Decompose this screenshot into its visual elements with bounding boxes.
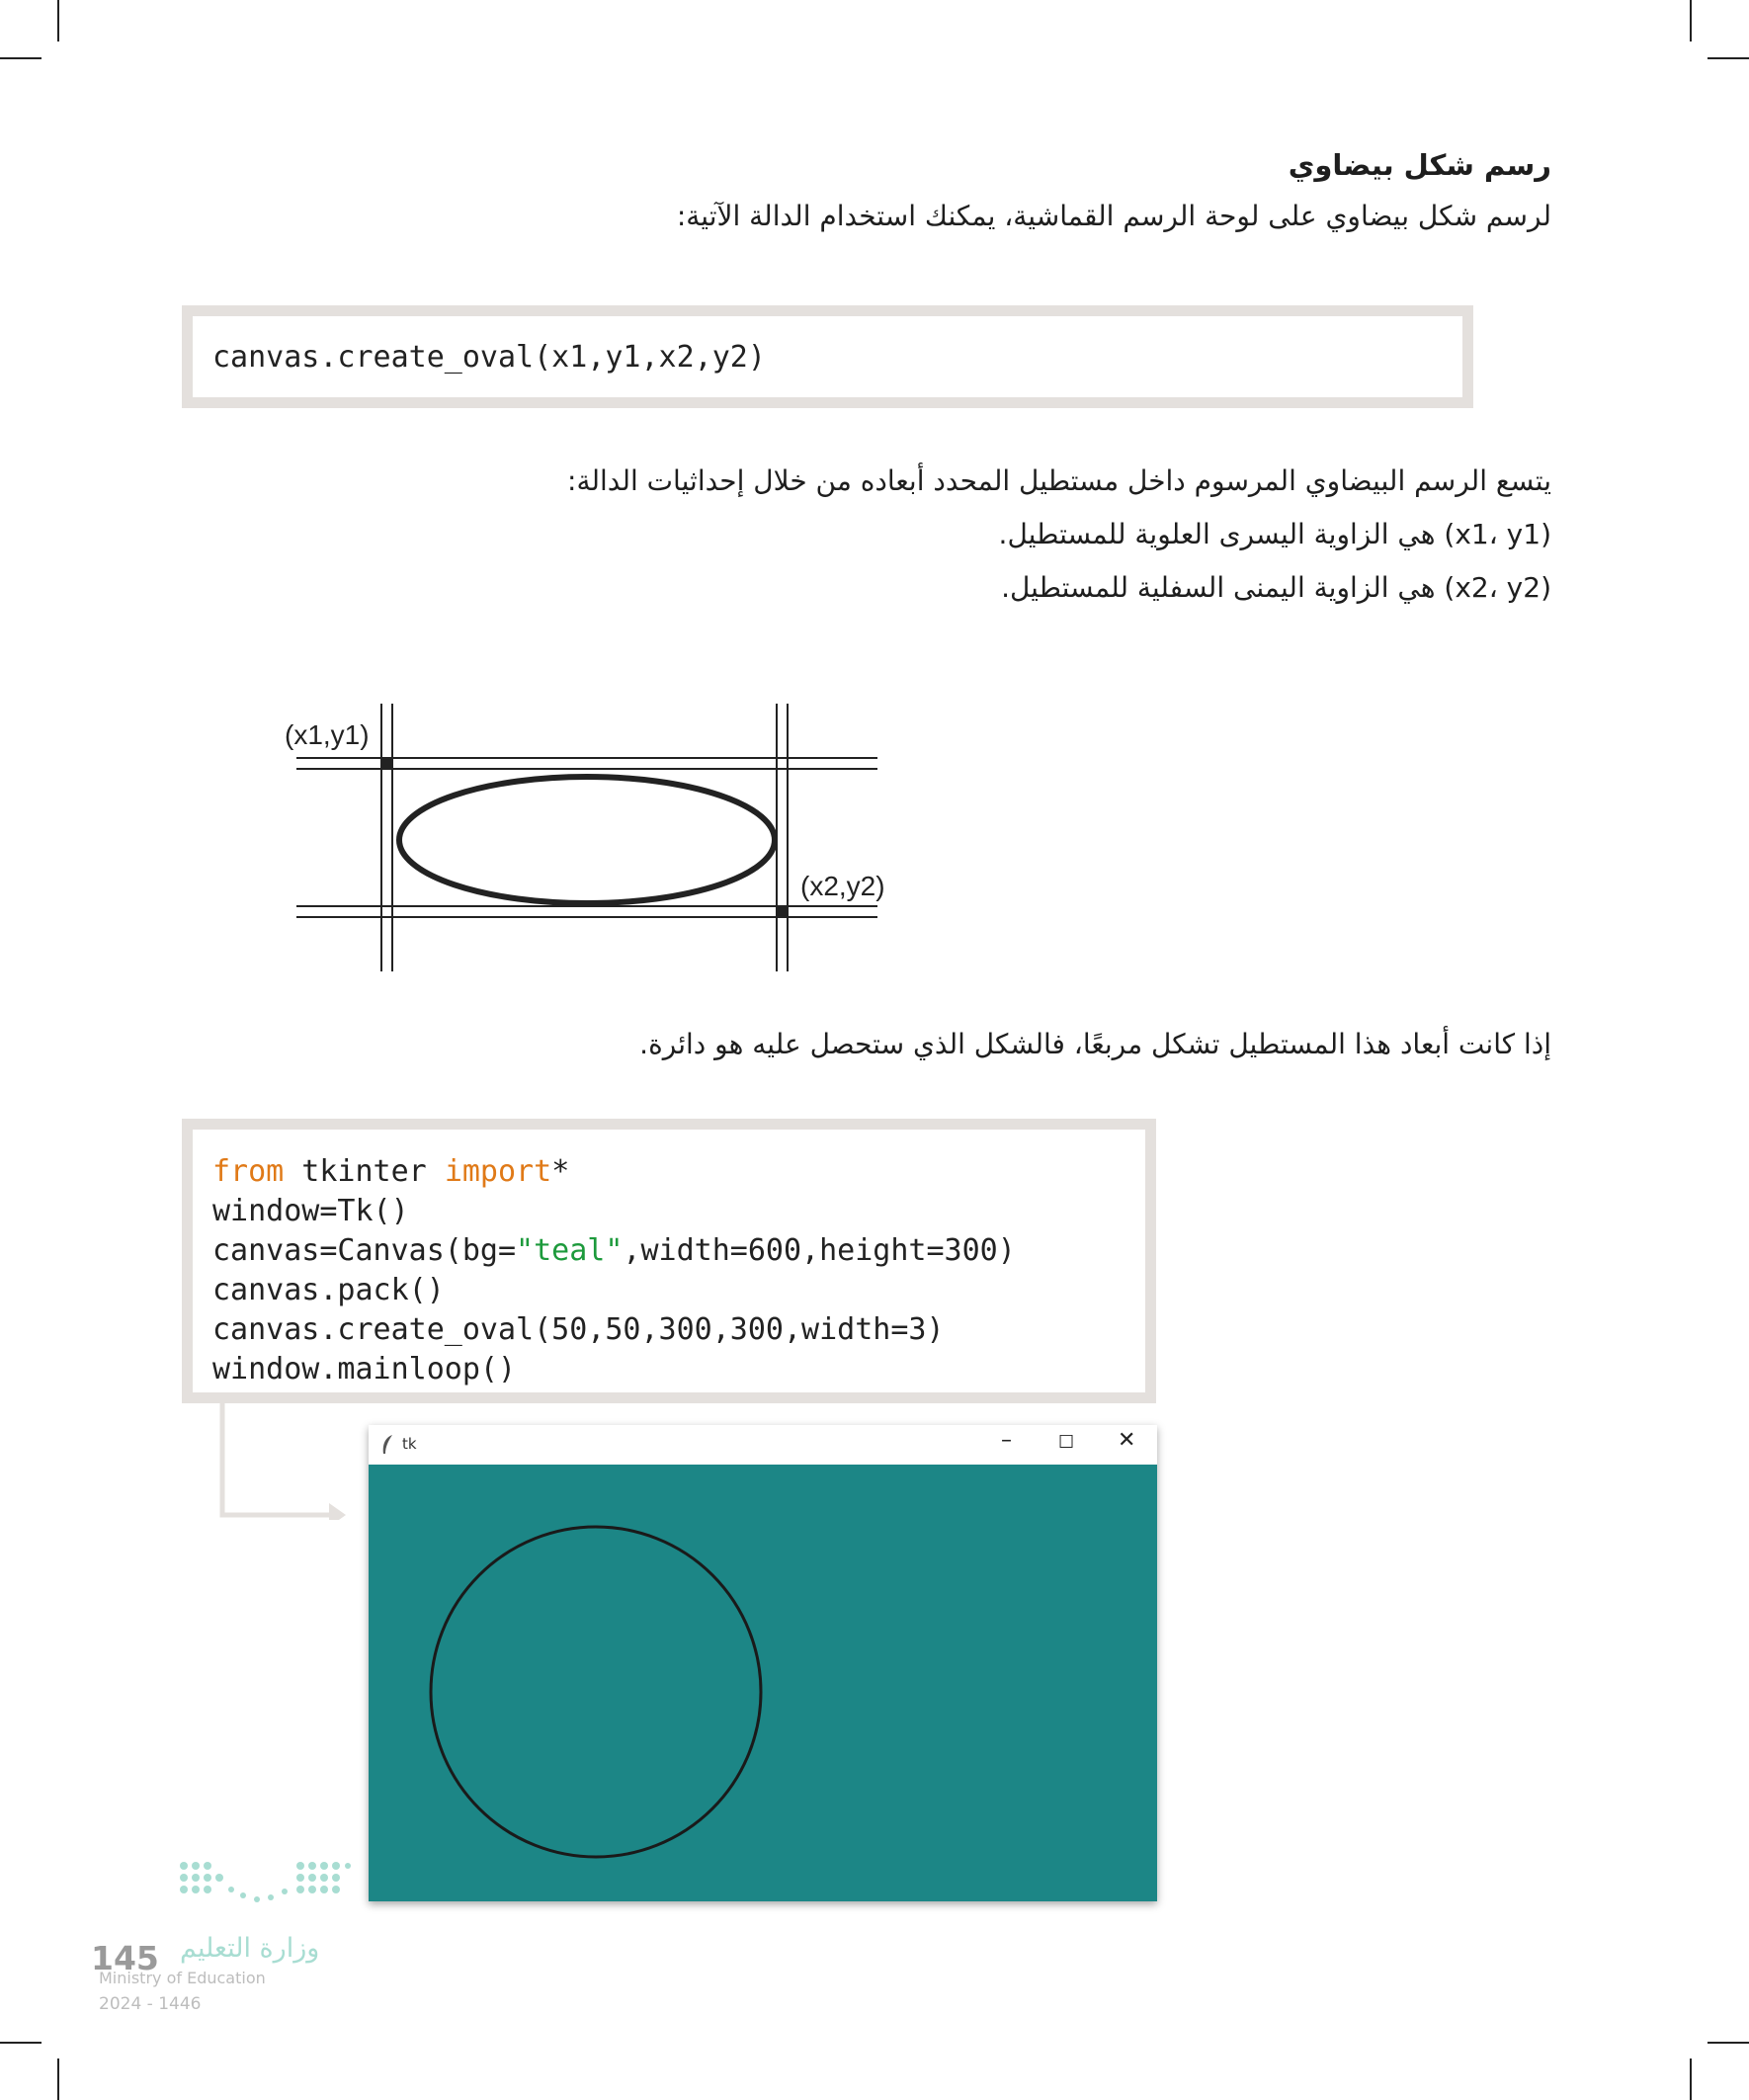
corner-point-bottom-right <box>777 906 788 917</box>
code-line: canvas=Canvas(bg="teal",width=600,height=300) <box>212 1233 1016 1268</box>
code-line: from tkinter import* <box>212 1154 570 1189</box>
crop-mark <box>1690 2058 1692 2100</box>
minimize-button[interactable]: – <box>1001 1428 1012 1453</box>
label-top-left: (x1,y1) <box>285 719 370 750</box>
oval-shape <box>399 777 775 903</box>
tk-canvas[interactable] <box>369 1465 1157 1901</box>
corner-point-top-left <box>381 758 392 769</box>
crop-mark <box>57 2058 59 2100</box>
feather-icon <box>380 1434 396 1456</box>
tk-window <box>369 1425 1157 1901</box>
oval-bounding-box-diagram <box>277 692 909 978</box>
code-line: canvas.create_oval(50,50,300,300,width=3) <box>212 1312 945 1347</box>
maximize-button[interactable]: ☐ <box>1058 1432 1075 1453</box>
code-block-create-oval <box>182 305 1473 408</box>
label-bottom-right: (x2,y2) <box>800 871 885 901</box>
output-arrow <box>212 1401 351 1520</box>
page-number: 145 <box>91 1939 159 1977</box>
code-line: canvas.create_oval(x1,y1,x2,y2) <box>212 340 766 375</box>
point-a-description: (x1، y1) هي الزاوية اليسرى العلوية للمستطيل. <box>998 518 1551 550</box>
point-b-description: (x2، y2) هي الزاوية اليمنى السفلية للمستطيل. <box>1001 571 1551 604</box>
oval-circle <box>431 1527 761 1857</box>
crop-mark <box>1690 0 1692 42</box>
crop-mark <box>57 0 59 42</box>
academic-year: 2024 - 1446 <box>99 1994 202 2014</box>
crop-mark <box>1707 57 1749 59</box>
ministry-name-english: Ministry of Education <box>99 1969 266 1987</box>
tk-titlebar[interactable] <box>369 1425 1157 1465</box>
tk-window-title: tk <box>402 1435 417 1453</box>
ministry-logo <box>178 1858 351 1917</box>
circle-output <box>369 1465 1157 1901</box>
code-line: canvas.pack() <box>212 1273 445 1307</box>
intro-paragraph: لرسم شكل بيضاوي على لوحة الرسم القماشية، يمكنك استخدام الدالة الآتية: <box>676 200 1551 232</box>
ministry-name-arabic: وزارة التعليم <box>180 1933 320 1964</box>
code-block-tkinter <box>182 1119 1156 1403</box>
code-line: window.mainloop() <box>212 1352 517 1386</box>
code-line: window=Tk() <box>212 1194 409 1228</box>
section-heading: رسم شكل بيضاوي <box>1288 148 1551 182</box>
square-paragraph: إذا كانت أبعاد هذا المستطيل تشكل مربعًا، فالشكل الذي ستحصل عليه هو دائرة. <box>639 1028 1551 1060</box>
rectangle-paragraph: يتسع الرسم البيضاوي المرسوم داخل مستطيل المحدد أبعاده من خلال إحداثيات الدالة: <box>567 464 1551 497</box>
close-button[interactable]: ✕ <box>1118 1428 1136 1453</box>
crop-mark <box>0 2042 42 2044</box>
crop-mark <box>1707 2042 1749 2044</box>
crop-mark <box>0 57 42 59</box>
